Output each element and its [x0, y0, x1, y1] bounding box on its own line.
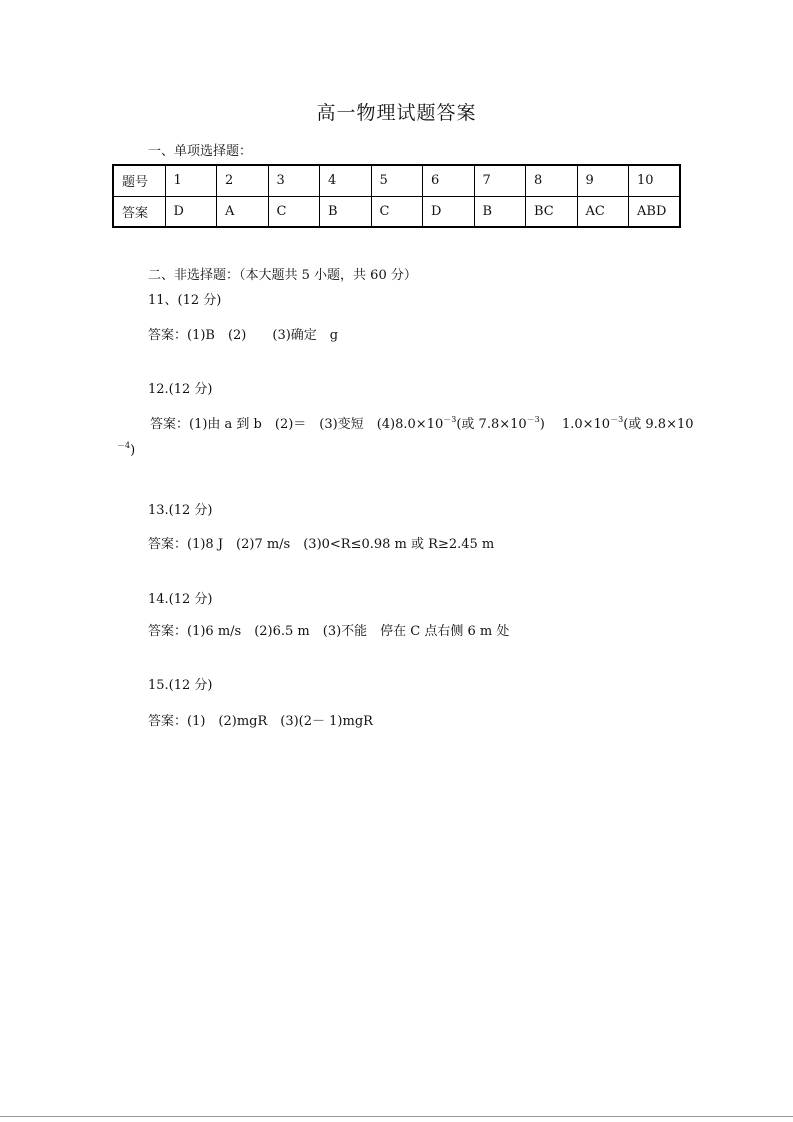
q11-header: 11、(12 分) — [148, 293, 222, 308]
table-cell-answer: D — [423, 196, 475, 227]
table-cell-number: 5 — [371, 165, 423, 196]
q12-text: (或 9.8×10 — [623, 417, 694, 432]
q12-exponent: －4 — [117, 441, 131, 450]
q12-text: (或 7.8×10 — [456, 417, 527, 432]
table-cell-number: 7 — [474, 165, 526, 196]
answer-table — [112, 164, 681, 228]
table-cell-number: 8 — [526, 165, 578, 196]
table-cell-answer: AC — [577, 196, 629, 227]
section2-heading: 二、非选择题：（本大题共 5 小题，共 60 分） — [148, 268, 417, 283]
table-cell-answer: B — [320, 196, 372, 227]
table-cell-number: 6 — [423, 165, 475, 196]
q15-header: 15.(12 分) — [148, 678, 213, 693]
table-cell-label: 题号 — [113, 165, 165, 196]
table-cell-number: 1 — [165, 165, 217, 196]
q11-answer: 答案：(1)B (2) (3)确定 g — [148, 328, 339, 343]
q12-exponent: －3 — [610, 415, 624, 424]
q15-answer: 答案：(1) (2)mgR (3)(2－ 1)mgR — [148, 714, 373, 729]
table-cell-answer: A — [217, 196, 269, 227]
q14-header: 14.(12 分) — [148, 592, 213, 607]
table-cell-answer: C — [268, 196, 320, 227]
table-cell-number: 10 — [629, 165, 681, 196]
q13-header: 13.(12 分) — [148, 503, 213, 518]
table-cell-answer: B — [474, 196, 526, 227]
table-row-answers — [113, 196, 680, 227]
page-title: 高一物理试题答案 — [316, 102, 477, 124]
table-cell-number: 3 — [268, 165, 320, 196]
q12-exponent: －3 — [526, 415, 540, 424]
section1-heading: 一、单项选择题： — [148, 144, 253, 159]
table-cell-label: 答案 — [113, 196, 165, 227]
table-cell-number: 9 — [577, 165, 629, 196]
table-row-numbers — [113, 165, 680, 196]
q12-text: ) — [130, 443, 136, 458]
q12-answer-line1 — [150, 413, 694, 432]
q13-answer: 答案：(1)8 J (2)7 m/s (3)0<R≤0.98 m 或 R≥2.45 m — [148, 537, 495, 552]
table-cell-number: 2 — [217, 165, 269, 196]
table-cell-answer: BC — [526, 196, 578, 227]
q12-exponent: －3 — [443, 415, 457, 424]
q12-text: ) 1.0×10 — [539, 417, 611, 432]
table-cell-number: 4 — [320, 165, 372, 196]
table-cell-answer: ABD — [629, 196, 681, 227]
table-cell-answer: D — [165, 196, 217, 227]
q12-text: 答案：(1)由 a 到 b (2)＝ (3)变短 (4)8.0×10 — [150, 417, 444, 432]
q12-header: 12.(12 分) — [148, 382, 213, 397]
table-cell-answer: C — [371, 196, 423, 227]
q12-answer-line2 — [117, 440, 135, 458]
page-bottom-rule — [0, 1116, 793, 1117]
q14-answer: 答案：(1)6 m/s (2)6.5 m (3)不能 停在 C 点右侧 6 m 处 — [148, 624, 510, 639]
